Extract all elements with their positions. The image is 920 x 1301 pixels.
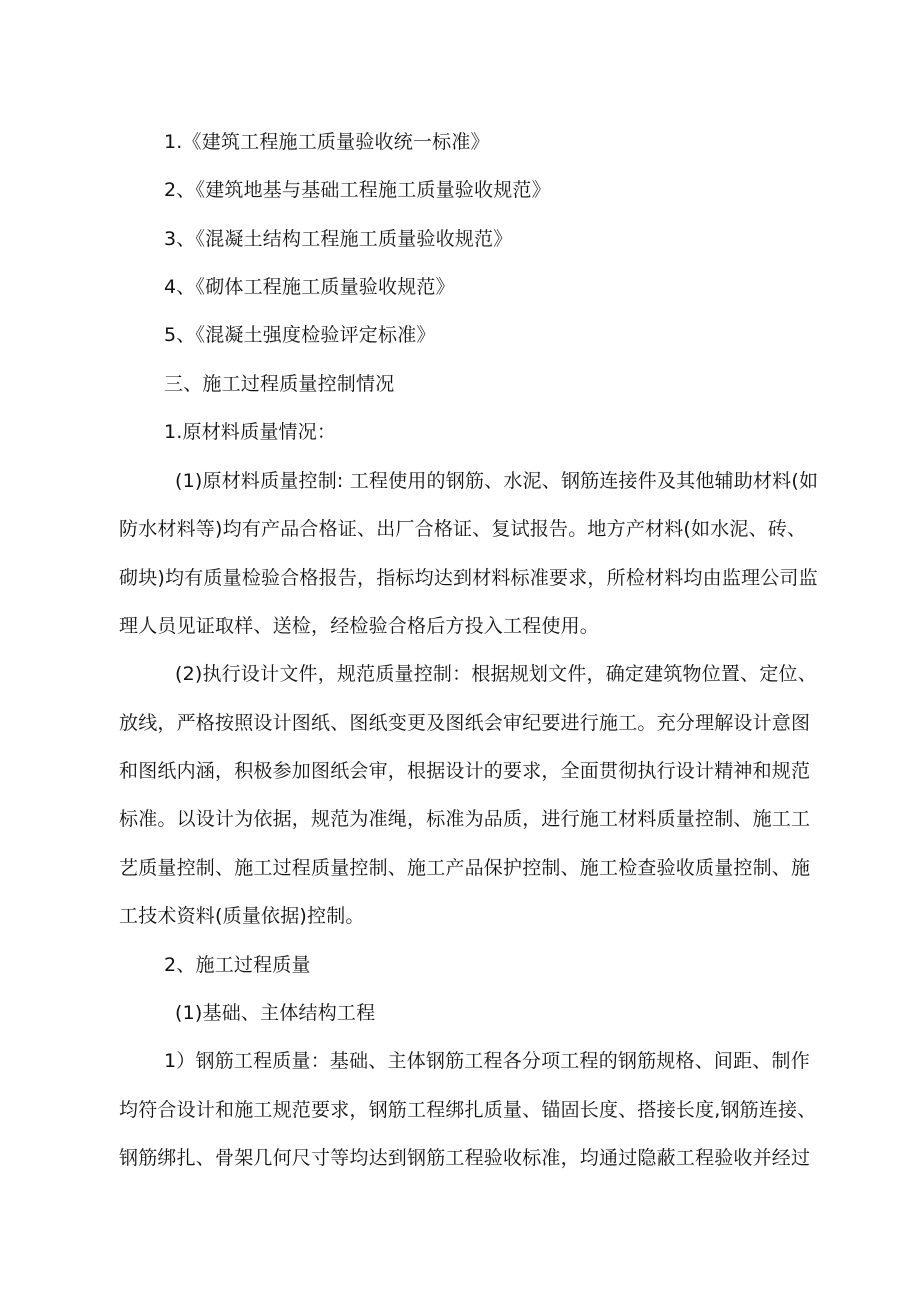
paragraph-materials-line: (1)原材料质量控制: 工程使用的钢筋、水泥、钢筋连接件及其他辅助材料(如 [175,470,819,492]
paragraph-rebar-line: 均符合设计和施工规范要求，钢筋工程绑扎质量、锚固长度、搭接长度,钢筋连接、 [119,1099,817,1121]
reference-item-5: 5、《混凝土强度检验评定标准》 [164,324,436,346]
paragraph-design-line: 工技术资料(质量依据)控制。 [119,905,365,927]
subsection-heading-materials: 1.原材料质量情况： [164,421,337,443]
section-heading: 三、施工过程质量控制情况 [164,373,395,395]
subsection-heading-structure: (1)基础、主体结构工程 [175,1002,376,1024]
paragraph-design-line: (2)执行设计文件，规范质量控制：根据规划文件，确定建筑物位置、定位、 [175,663,817,685]
subsection-heading-process: 2、施工过程质量 [164,954,311,976]
paragraph-design-line: 和图纸内涵，积极参加图纸会审，根据设计的要求，全面贯彻执行设计精神和规范 [119,760,811,782]
paragraph-materials-line: 防水材料等)均有产品合格证、出厂合格证、复试报告。地方产材料(如水泥、砖、 [119,518,807,540]
paragraph-rebar-line: 1）钢筋工程质量：基础、主体钢筋工程各分项工程的钢筋规格、间距、制作 [164,1050,810,1072]
reference-item-1: 1.《建筑工程施工质量验收统一标准》 [164,131,490,153]
reference-item-4: 4、《砌体工程施工质量验收规范》 [164,276,455,298]
paragraph-design-line: 放线，严格按照设计图纸、图纸变更及图纸会审纪要进行施工。充分理解设计意图 [119,712,811,734]
paragraph-materials-line: 砌块)均有质量检验合格报告，指标均达到材料标准要求，所检材料均由监理公司监 [119,567,818,589]
paragraph-design-line: 艺质量控制、施工过程质量控制、施工产品保护控制、施工检查验收质量控制、施 [119,857,811,879]
paragraph-design-line: 标准。以设计为依据，规范为准绳，标准为品质，进行施工材料质量控制、施工工 [119,808,811,830]
reference-item-2: 2、《建筑地基与基础工程施工质量验收规范》 [164,179,551,201]
reference-item-3: 3、《混凝土结构工程施工质量验收规范》 [164,228,513,250]
paragraph-materials-line: 理人员见证取样、送检，经检验合格后方投入工程使用。 [119,615,600,637]
paragraph-rebar-line: 钢筋绑扎、骨架几何尺寸等均达到钢筋工程验收标准，均通过隐蔽工程验收并经过 [119,1147,811,1169]
